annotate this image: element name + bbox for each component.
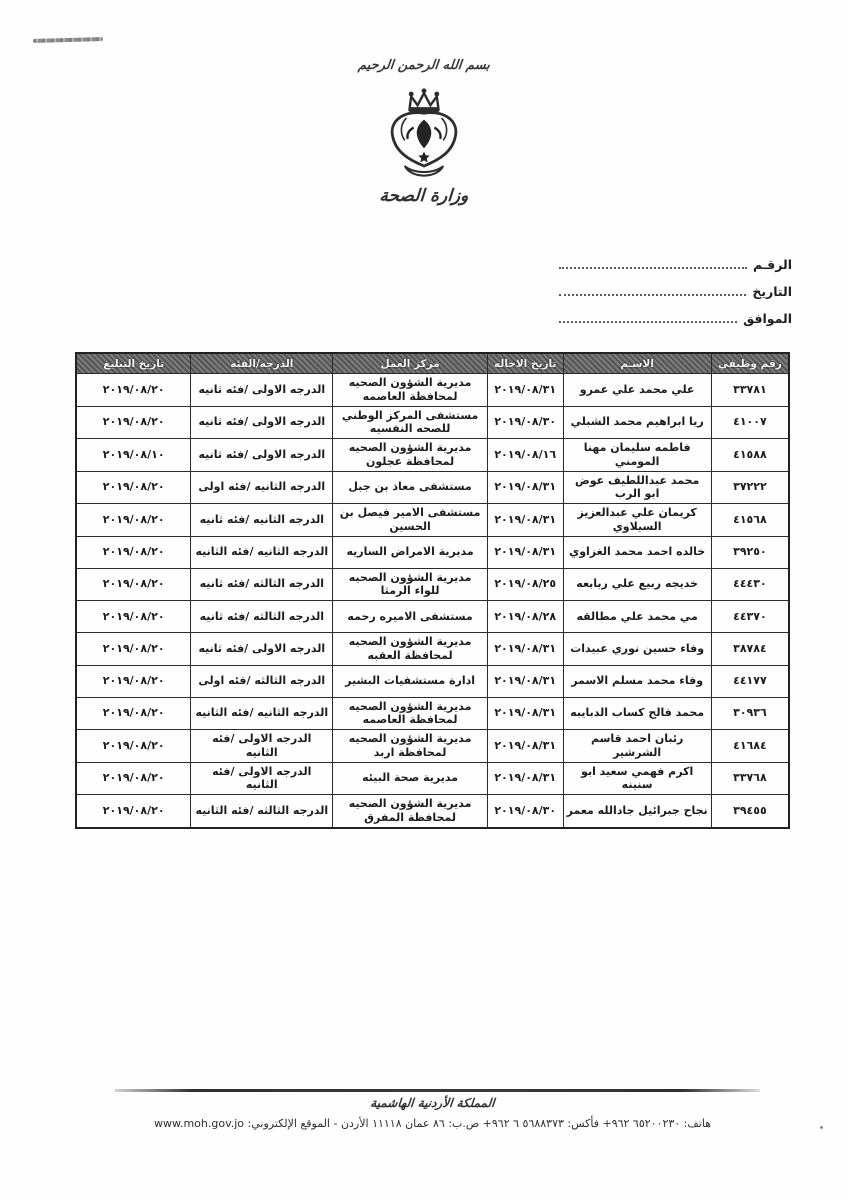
employee-name-cell: وفاء محمد مسلم الاسمر [563, 665, 711, 697]
job-number-cell: ٤٤١٧٧ [711, 665, 789, 697]
ref-date-label: التاريخ [752, 284, 792, 299]
ref-number-field [557, 246, 792, 273]
header-referral-date: تاريخ الاحاله [487, 353, 563, 374]
header-grade-category: الدرجه/الفئه [191, 353, 333, 374]
employee-name-cell: خالده احمد محمد الغزاوي [563, 536, 711, 568]
grade-category-cell: الدرجه الاولى /فئه ثانيه [191, 633, 333, 666]
notice-date-cell: ٢٠١٩/٠٨/١٠ [76, 439, 191, 472]
work-center-cell: مستشفى الاميره رحمه [333, 601, 488, 633]
referral-date-cell: ٢٠١٩/٠٨/٣١ [487, 697, 563, 730]
referral-date-cell: ٢٠١٩/٠٨/٣١ [487, 762, 563, 795]
referral-date-cell: ٢٠١٩/٠٨/٣١ [487, 665, 563, 697]
grade-category-cell: الدرجه الاولى /فئه الثانيه [191, 762, 333, 795]
ref-corresponding-label: الموافق [743, 311, 792, 326]
work-center-cell: مديرية الامراض الساريه [333, 536, 488, 568]
job-number-cell: ٤١٠٠٧ [711, 406, 789, 439]
employee-name-cell: اكرم فهمي سعيد ابو سنينه [563, 762, 711, 795]
grade-category-cell: الدرجه الاولى /فئه ثانيه [191, 406, 333, 439]
grade-category-cell: الدرجه الثانيه /فئه الثانيه [191, 697, 333, 730]
employee-table-body [76, 374, 789, 828]
job-number-cell: ٤١٥٦٨ [711, 504, 789, 537]
reference-fields [557, 246, 792, 327]
employee-name-cell: رئبان احمد قاسم الشرشير [563, 730, 711, 763]
table-row [76, 374, 789, 407]
job-number-cell: ٣٣٧٨١ [711, 374, 789, 407]
referral-date-cell: ٢٠١٩/٠٨/٣١ [487, 504, 563, 537]
ref-number-label: الرقـم [752, 257, 792, 272]
grade-category-cell: الدرجه الاولى /فئه ثانيه [191, 374, 333, 407]
work-center-cell: مديرية الشؤون الصحيه لمحافظة عجلون [333, 439, 488, 472]
job-number-cell: ٤١٦٨٤ [711, 730, 789, 763]
referral-date-cell: ٢٠١٩/٠٨/٣٠ [487, 795, 563, 828]
referral-date-cell: ٢٠١٩/٠٨/٣١ [487, 730, 563, 763]
work-center-cell: مديرية الشؤون الصحيه لمحافظة العقبه [333, 633, 488, 666]
table-row [76, 504, 789, 537]
work-center-cell: مديرية الشؤون الصحيه للواء الرمثا [333, 568, 488, 601]
table-row [76, 568, 789, 601]
employee-name-cell: كريمان علي عبدالعزيز السيلاوي [563, 504, 711, 537]
employee-table [75, 352, 790, 829]
notice-date-cell: ٢٠١٩/٠٨/٢٠ [76, 665, 191, 697]
work-center-cell: مديرية الشؤون الصحيه لمحافظة العاصمه [333, 374, 488, 407]
notice-date-cell: ٢٠١٩/٠٨/٢٠ [76, 406, 191, 439]
table-row [76, 697, 789, 730]
employee-name-cell: خديجه ربيع علي ربابعه [563, 568, 711, 601]
table-row [76, 665, 789, 697]
header-employee-name: الاسـم [563, 353, 711, 374]
notice-date-cell: ٢٠١٩/٠٨/٢٠ [76, 471, 191, 504]
ref-number-dotted-line [559, 266, 747, 269]
table-row [76, 536, 789, 568]
employee-name-cell: علي محمد علي عمرو [563, 374, 711, 407]
job-number-cell: ٣٣٧٦٨ [711, 762, 789, 795]
footer-contact-line: هاتف: ٦٥٢٠٠٢٣٠ ٩٦٢+ فأكس: ٥٦٨٨٣٧٣ ٦ ٩٦٢+ ص.ب: ٨٦ عمان ١١١١٨ الأردن - الموقع الإلكتروني: www.moh.gov.jo [153, 1117, 711, 1130]
work-center-cell: مديرية الشؤون الصحيه لمحافظة اربد [333, 730, 488, 763]
ref-date-dotted-line [559, 293, 746, 296]
employee-name-cell: مي محمد علي مطالقه [563, 601, 711, 633]
table-row [76, 601, 789, 633]
basmala-script: بسم الله الرحمن الرحيم [357, 58, 491, 73]
grade-category-cell: الدرجه الثانيه /فئه اولى [191, 471, 333, 504]
employee-name-cell: وفاء حسين نوري عبيدات [563, 633, 711, 666]
ministry-name-script: وزارة الصحة [378, 186, 470, 206]
grade-category-cell: الدرجه الثالثه /فئه اولى [191, 665, 333, 697]
referral-date-cell: ٢٠١٩/٠٨/٣١ [487, 536, 563, 568]
table-row [76, 762, 789, 795]
header-notice-date: تاريخ التبليغ [76, 353, 191, 374]
job-number-cell: ٣٧٢٢٢ [711, 471, 789, 504]
referral-date-cell: ٢٠١٩/٠٨/٢٥ [487, 568, 563, 601]
table-row [76, 730, 789, 763]
notice-date-cell: ٢٠١٩/٠٨/٢٠ [76, 504, 191, 537]
notice-date-cell: ٢٠١٩/٠٨/٢٠ [76, 601, 191, 633]
notice-date-cell: ٢٠١٩/٠٨/٢٠ [76, 730, 191, 763]
work-center-cell: مستشفى معاذ بن جبل [333, 471, 488, 504]
employee-name-cell: محمد فالح كساب الدبايبه [563, 697, 711, 730]
referral-date-cell: ٢٠١٩/٠٨/٣١ [487, 471, 563, 504]
work-center-cell: مديرية الشؤون الصحيه لمحافظة المفرق [333, 795, 488, 828]
job-number-cell: ٣٠٩٣٦ [711, 697, 789, 730]
jordan-royal-crest-icon [376, 86, 472, 194]
work-center-cell: مديرية الشؤون الصحيه لمحافظة العاصمه [333, 697, 488, 730]
work-center-cell: مستشفى المركز الوطني للصحه النفسيه [333, 406, 488, 439]
job-number-cell: ٣٩٤٥٥ [711, 795, 789, 828]
grade-category-cell: الدرجه الثانيه /فئه ثانيه [191, 504, 333, 537]
grade-category-cell: الدرجه الثانيه /فئه الثانيه [191, 536, 333, 568]
employee-name-cell: ريا ابراهيم محمد الشبلي [563, 406, 711, 439]
header-job-number: رقم وظيفي [711, 353, 789, 374]
grade-category-cell: الدرجه الاولى /فئه الثانيه [191, 730, 333, 763]
employee-table-wrap [75, 352, 790, 829]
footer-rule [115, 1089, 760, 1092]
table-row [76, 633, 789, 666]
referral-date-cell: ٢٠١٩/٠٨/٣١ [487, 633, 563, 666]
notice-date-cell: ٢٠١٩/٠٨/٢٠ [76, 374, 191, 407]
table-row [76, 406, 789, 439]
scan-artifact-speck [820, 1126, 823, 1129]
ref-corresponding-field [557, 300, 792, 327]
table-row [76, 795, 789, 828]
job-number-cell: ٤٤٤٣٠ [711, 568, 789, 601]
job-number-cell: ٣٨٧٨٤ [711, 633, 789, 666]
work-center-cell: مديرية صحة البيئه [333, 762, 488, 795]
employee-name-cell: فاطمه سليمان مهنا المومني [563, 439, 711, 472]
grade-category-cell: الدرجه الثالثه /فئه ثانيه [191, 601, 333, 633]
notice-date-cell: ٢٠١٩/٠٨/٢٠ [76, 762, 191, 795]
notice-date-cell: ٢٠١٩/٠٨/٢٠ [76, 568, 191, 601]
header-work-center: مركز العمل [333, 353, 488, 374]
employee-name-cell: نجاح جبرائيل جادالله معمر [563, 795, 711, 828]
grade-category-cell: الدرجه الاولى /فئه ثانيه [191, 439, 333, 472]
job-number-cell: ٤١٥٨٨ [711, 439, 789, 472]
table-row [76, 439, 789, 472]
referral-date-cell: ٢٠١٩/٠٨/١٦ [487, 439, 563, 472]
kingdom-name: المملكة الأردنية الهاشمية [369, 1096, 496, 1110]
referral-date-cell: ٢٠١٩/٠٨/٢٨ [487, 601, 563, 633]
grade-category-cell: الدرجه الثالثه /فئه ثانيه [191, 568, 333, 601]
table-header-row [76, 353, 789, 374]
work-center-cell: ادارة مستشفيات البشير [333, 665, 488, 697]
work-center-cell: مستشفى الامير فيصل بن الحسين [333, 504, 488, 537]
scan-artifact-dash [33, 37, 103, 43]
ref-date-field [557, 273, 792, 300]
referral-date-cell: ٢٠١٩/٠٨/٣١ [487, 374, 563, 407]
notice-date-cell: ٢٠١٩/٠٨/٢٠ [76, 697, 191, 730]
job-number-cell: ٣٩٢٥٠ [711, 536, 789, 568]
ref-corresponding-dotted-line [559, 320, 737, 323]
table-row [76, 471, 789, 504]
referral-date-cell: ٢٠١٩/٠٨/٣٠ [487, 406, 563, 439]
notice-date-cell: ٢٠١٩/٠٨/٢٠ [76, 633, 191, 666]
employee-name-cell: محمد عبداللطيف عوض ابو الرب [563, 471, 711, 504]
notice-date-cell: ٢٠١٩/٠٨/٢٠ [76, 795, 191, 828]
job-number-cell: ٤٤٣٧٠ [711, 601, 789, 633]
grade-category-cell: الدرجه الثالثه /فئه الثانيه [191, 795, 333, 828]
notice-date-cell: ٢٠١٩/٠٨/٢٠ [76, 536, 191, 568]
